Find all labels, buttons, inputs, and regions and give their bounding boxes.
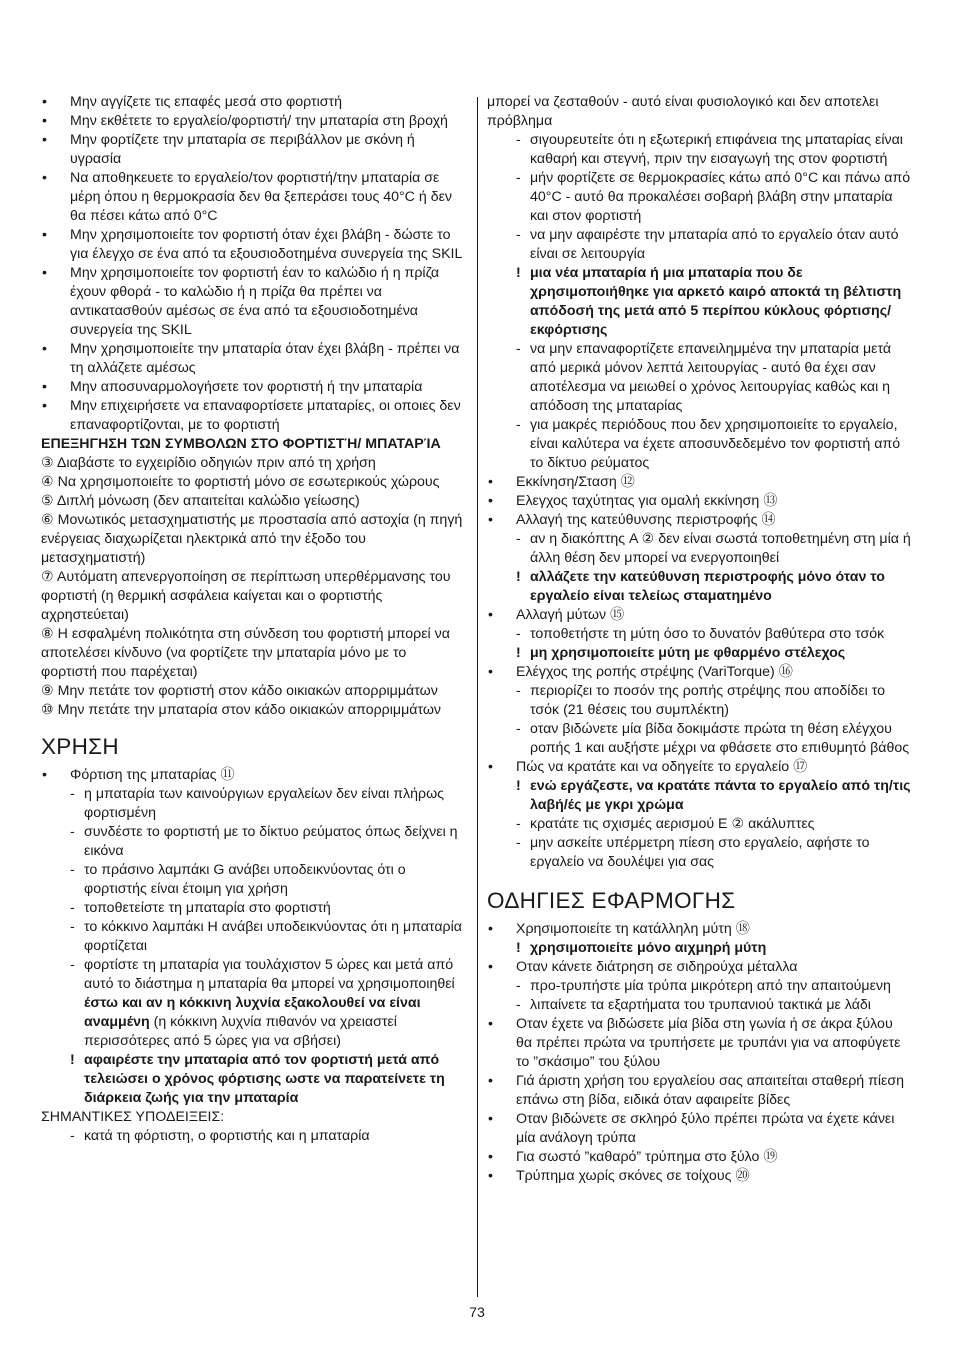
dash-item: - σιγουρευτείτε ότι η εξωτερική επιφάνεια της μπαταρίας είναι καθαρή και στεγνή, πριν την εισαγωγή της στον φορτιστή (487, 131, 911, 169)
text-part: φορτίστε τη μπαταρία για τουλάχιστον 5 ώρες και μετά από αυτό το διάστημα η μπαταρία θα μπορεί να χρησιμοποιηθεί (84, 957, 455, 992)
dash-item: - να μην επαναφορτίζετε επανειλημμένα την μπαταρία μετά από μερικά μόνον λεπτά λειτουργίας - αυτό θα έχει σαν αποτέλεσμα να μειωθεί ο χρόνος λειτουργίας καθώς και η απόδοση της μπαταρίας (487, 340, 911, 416)
dash-item: - να μην αφαιρέστε την μπαταρία από το εργαλείο όταν αυτό είναι σε λειτουργία (487, 226, 911, 264)
left-column (41, 93, 465, 1146)
bullet-item: • Οταν έχετε να βιδώσετε μία βίδα στη γωνία ή σε άκρα ξύλου θα πρέπει πρώτα να τρυπήσετε με τρυπάνι για να αποφύγετε το ”σκάσιμο” του ξύλου (487, 1015, 911, 1072)
bullet-item: • Μην χρησιμοποιείτε τον φορτιστή όταν έχει βλάβη - δώστε το για έλεγχο σε ένα από τα εξουσιοδοτημένα συνεργεία της SKIL (41, 226, 465, 264)
warning-item: ! αλλάζετε την κατεύθυνση περιστροφής μόνο όταν το εργαλείο είναι τελείως σταματημένο (487, 568, 911, 606)
dash-item: - συνδέστε το φορτιστή με το δίκτυο ρεύματος όπως δείχνει η εικόνα (41, 823, 465, 861)
symbol-item: ⑧ Η εσφαλμένη πολικότητα στη σύνδεση του φορτιστή μπορεί να αποτελέσει κίνδυνο (να φορτίζετε την μπαταρία μόνο με το φορτιστή που παρέχεται) (41, 626, 450, 680)
bullet-item: • Πώς να κρατάτε και να οδηγείτε το εργαλείο ⑰ (487, 758, 911, 777)
bullet-item: • Για σωστό ”καθαρό” τρύπημα στο ξύλο ⑲ (487, 1148, 911, 1167)
bold-text-part: έστω και αν η κόκκινη λυχνία εξακολουθεί να είναι αναμμένη (84, 995, 421, 1030)
bullet-item: • Μην εκθέτετε το εργαλείο/φορτιστή/ την μπαταρία στη βροχή (41, 112, 465, 131)
dash-item: - αν η διακόπτης A ② δεν είναι σωστά τοποθετημένη στη μία ή άλλη θέση δεν μπορεί να ενεργοποιηθεί (487, 530, 911, 568)
warning-item: ! μια νέα μπαταρία ή μια μπαταρία που δε χρησιμοποιήθηκε για αρκετό καιρό αποκτά τη βέλτιστη απόδοσή της μετά από 5 περίπου κύκλους φόρτισης/εκφόρτισης (487, 264, 911, 340)
symbol-item: ⑦ Αυτόματη απενεργοποίηση σε περίπτωση υπερθέρμανσης του φορτιστή (η θερμική ασφάλεια καίγεται και ο φορτιστής αχρηστεύεται) (41, 569, 451, 623)
dash-item: - κρατάτε τις σχισμές αερισμού E ② ακάλυπτες (487, 815, 911, 834)
dash-item: - κατά τη φόρτιστη, ο φορτιστής και η μπαταρία (41, 1127, 465, 1146)
dash-item: - οταν βιδώνετε μία βίδα δοκιμάστε πρώτα τη θέση ελέγχου ροπής 1 και αυξήστε μέχρι να φθάσετε στο επιθυμητό βάθος (487, 720, 911, 758)
section-heading: ΧΡΗΣΗ (41, 734, 119, 759)
dash-item: - μήν φορτίζετε σε θερμοκρασίες κάτω από 0°C και πάνω από 40°C - αυτό θα προκαλέσει σοβαρή βλάβη στην μπαταρία και στον φορτιστή (487, 169, 911, 226)
symbol-item: ⑥ Μονωτικός μετασχηματιστής με προστασία από αστοχία (η πηγή ενέργειας διαχωρίζεται ηλεκτρικά από την έξοδο του μετασχηματιστή) (41, 512, 463, 566)
dash-item: - το κόκκινο λαμπάκι H ανάβει υποδεικνύοντας ότι η μπαταρία φορτίζεται (41, 918, 465, 956)
page-number: 73 (469, 1305, 485, 1321)
dash-item: - λιπαίνετε τα εξαρτήματα του τρυπανιού τακτικά με λάδι (487, 996, 911, 1015)
symbol-item: ⑩ Μην πετάτε την μπαταρία στον κάδο οικιακών απορριμμάτων (41, 702, 442, 718)
bullet-item: • Αλλαγή μύτων ⑮ (487, 606, 911, 625)
bullet-item: • Φόρτιση της μπαταρίας ⑪ (41, 766, 465, 785)
symbol-item: ⑨ Μην πετάτε τον φορτιστή στον κάδο οικιακών απορριμμάτων (41, 683, 438, 699)
text-part: (η κόκκινη λυχνία πιθανόν να χρειαστεί περισσότερες από 5 ώρες για να σβήσει) (84, 1014, 397, 1049)
dash-item: - περιορίζει το ποσόν της ροπής στρέψης που αποδίδει το τσόκ (21 θέσεις του συμπλέκτη) (487, 682, 911, 720)
warning-item: ! μη χρησιμοποιείτε μύτη με φθαρμένο στέλεχος (487, 644, 911, 663)
section-subheading: ΕΠΕΞΗΓΗΣΗ ΤΩΝ ΣΥΜΒΟΛΩΝ ΣΤΟ ΦΟΡΤΙΣΤΉ/ ΜΠΑΤΑΡΊΑ (41, 436, 441, 452)
bullet-item: • Μην αποσυναρμολογήσετε τον φορτιστή ή την μπαταρία (41, 378, 465, 397)
bullet-item: • Ελεγχος ταχύτητας για ομαλή εκκίνηση ⑬ (487, 492, 911, 511)
dash-item: - το πράσινο λαμπάκι G ανάβει υποδεικνύοντας ότι ο φορτιστής είναι έτοιμη για χρήση (41, 861, 465, 899)
column-divider (477, 97, 478, 1297)
bullet-item: • Μην χρησιμοποιείτε την μπαταρία όταν έχει βλάβη - πρέπει να τη αλλάζετε αμέσως (41, 340, 465, 378)
symbol-item: ⑤ Διπλή μόνωση (δεν απαιτείται καλώδιο γείωσης) (41, 493, 360, 509)
warning-item: ! χρησιμοποιείτε μόνο αιχμηρή μύτη (487, 939, 911, 958)
warning-item: ! ενώ εργάζεστε, να κρατάτε πάντα το εργαλείο από τη/τις λαβή/ές με γκρι χρώμα (487, 777, 911, 815)
right-column (487, 93, 911, 1186)
bullet-item: • Οταν βιδώνετε σε σκληρό ξύλο πρέπει πρώτα να έχετε κάνει μία ανάλογη τρύπα (487, 1110, 911, 1148)
continued-text: μπορεί να ζεσταθούν - αυτό είναι φυσιολογικό και δεν αποτελει πρόβλημα (487, 94, 879, 129)
bullet-item: • Μην χρησιμοποιείτε τον φορτιστή έαν το καλώδιο ή η πρίζα έχουν φθορά - το καλώδιο ή η πρίζα θα πρέπει να αντικατασθούν αμέσως σε ένα από τα εξουσιοδοτημένα συνεργεία της SKIL (41, 264, 465, 340)
symbol-item: ③ Διαβάστε το εγχειρίδιο οδηγιών πριν από τη χρήση (41, 455, 376, 471)
bullet-item: • Εκκίνηση/Σταση ⑫ (487, 473, 911, 492)
dash-item: - προ-τρυπήστε μία τρύπα μικρότερη από την απαιτούμενη (487, 977, 911, 996)
dash-item: - για μακρές περιόδους που δεν χρησιμοποιείτε το εργαλείο, είναι καλύτερα να έχετε αποσυνδεδεμένο τον φορτιστή από το δίκτυο ρεύματος (487, 416, 911, 473)
dash-item: - τοποθετήστε τη μύτη όσο το δυνατόν βαθύτερα στο τσόκ (487, 625, 911, 644)
bullet-item: • Ελέγχος της ροπής στρέψης (VariTorque) ⑯ (487, 663, 911, 682)
bullet-item: • Τρύπημα χωρίς σκόνες σε τοίχους ⑳ (487, 1167, 911, 1186)
bullet-item: • Αλλαγή της κατεύθυνσης περιστροφής ⑭ (487, 511, 911, 530)
warning-item: ! αφαιρέστε την μπαταρία από τον φορτιστή μετά από τελειώσει ο χρόνος φόρτισης ωστε να παρατείνετε τη διάρκεια ζωής για την μπαταρία (41, 1051, 465, 1108)
note-label: ΣΗΜΑΝΤΙΚΕΣ ΥΠΟΔΕΙΞΕΙΣ: (41, 1109, 225, 1125)
dash-item (41, 956, 465, 1051)
section-heading: ΟΔΗΓΙΕΣ ΕΦΑΡΜΟΓΗΣ (487, 888, 736, 913)
bullet-item: • Μην αγγίζετε τις επαφές μεσά στο φορτιστή (41, 93, 465, 112)
dash-item: - τοποθετείστε τη μπαταρία στο φορτιστή (41, 899, 465, 918)
bullet-item: • Να αποθηκευετε το εργαλείο/τον φορτιστή/την μπαταρία σε μέρη όπου η θερμοκρασία δεν θα ξεπεράσει τους 40°C ή δεν θα πέσει κάτω από 0°C (41, 169, 465, 226)
bullet-item: • Γιά άριστη χρήση του εργαλείου σας απαιτείται σταθερή πίεση επάνω στη βίδα, ειδικά όταν αφαιρείτε βίδες (487, 1072, 911, 1110)
bullet-item: • Μην επιχειρήσετε να επαναφορτίσετε μπαταρίες, οι οποιες δεν επαναφορτίζονται, με το φορτιστή (41, 397, 465, 435)
bullet-item: • Χρησιμοποιείτε τη κατάλληλη μύτη ⑱ (487, 920, 911, 939)
dash-item: - μην ασκείτε υπέρμετρη πίεση στο εργαλείο, αφήστε το εργαλείο να δουλέψει για σας (487, 834, 911, 872)
symbol-item: ④ Να χρησιμοποιείτε το φορτιστή μόνο σε εσωτερικούς χώρους (41, 474, 440, 490)
bullet-item: • Μην φορτίζετε την μπαταρία σε περιβάλλον με σκόνη ή υγρασία (41, 131, 465, 169)
dash-item: - η μπαταρία των καινούργιων εργαλείων δεν είναι πλήρως φορτισμένη (41, 785, 465, 823)
bullet-item: • Οταν κάνετε διάτρηση σε σιδηρούχα μέταλλα (487, 958, 911, 977)
